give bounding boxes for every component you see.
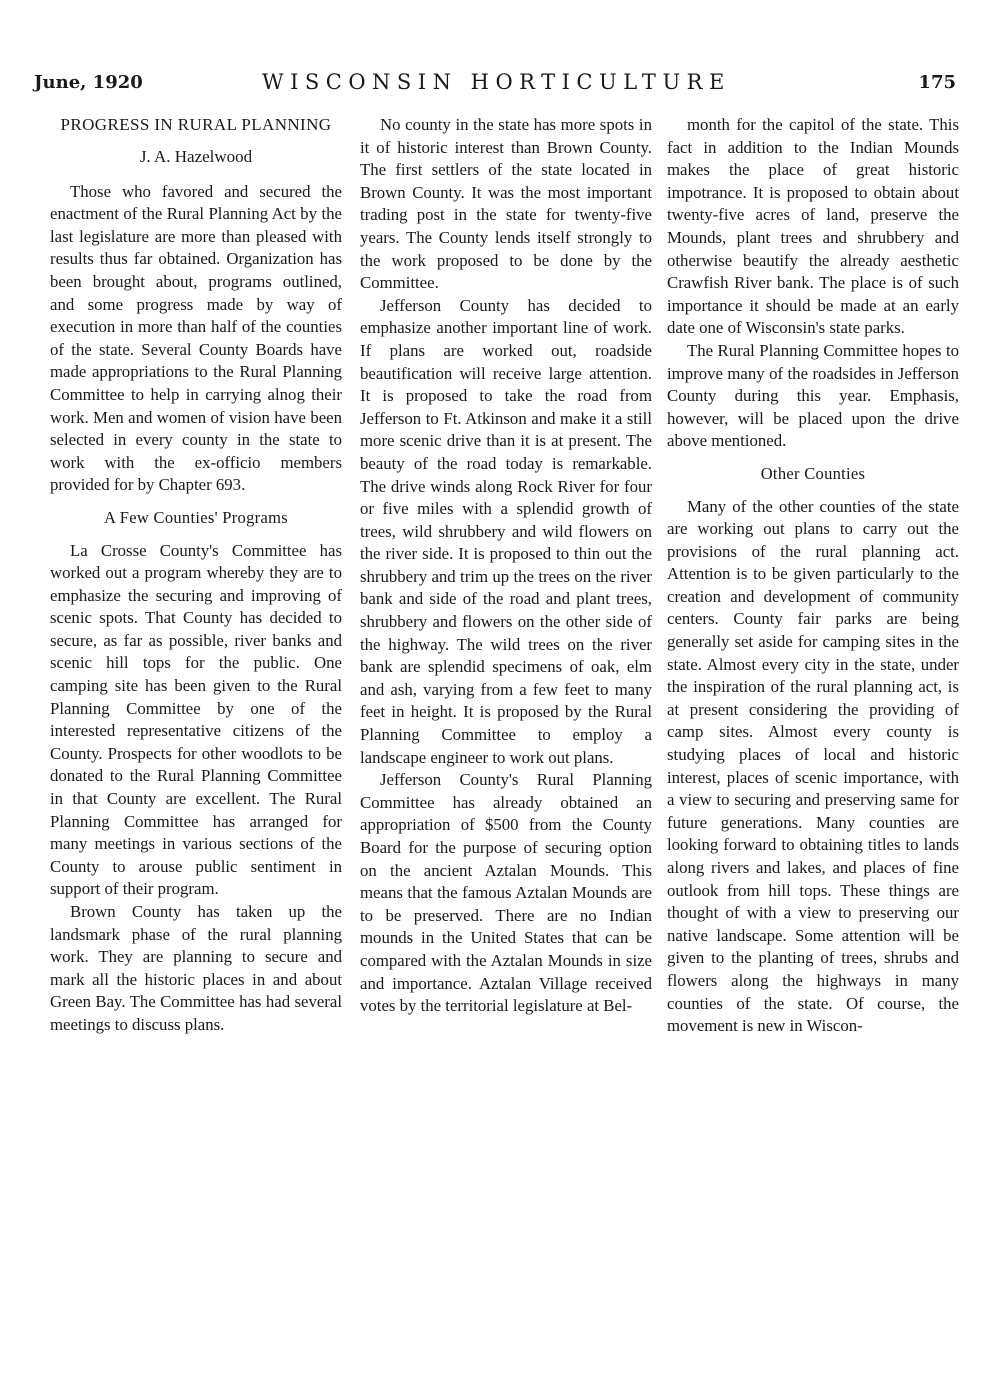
paragraph: Jefferson County's Rural Planning Committee has already obtained an appropriation of $500 from the County Board for the purpose of securing option on the ancient Aztalan Mounds. This means that the famous Aztalan Mounds are to be preserved. There are no Indian mounds in the United States that can be compared with the Aztalan Mounds in size and importance. Aztalan Village received votes by the territorial legislature at Bel-: [360, 770, 652, 1016]
journal-title: WISCONSIN HORTICULTURE: [262, 70, 731, 94]
section-heading: Other Counties: [760, 463, 866, 483]
column-1: [50, 114, 342, 1037]
paragraph: No county in the state has more spots in it of historic interest than Brown County. The first settlers of the state located in Brown County. It was the most important trading post in the state for twenty-five years. The County lends itself strongly to the work proposed to be done by the Committee.: [360, 115, 652, 293]
page-number: 175: [918, 72, 956, 93]
article-title: PROGRESS IN RURAL PLANNING: [60, 115, 332, 134]
paragraph: Those who favored and secured the enactment of the Rural Planning Act by the last legislature are more than pleased with results thus far obtained. Organization has been brought about, programs outlined, and some progress made by way of execution in more than half of the counties of the state. Several County Boards have made appropriations to the Rural Planning Committee to help in carrying alnog their work. Men and women of vision have been selected in every county in the state to work with the ex-officio members provided for by Chapter 693.: [50, 181, 342, 495]
paragraph: month for the capitol of the state. This fact in addition to the Indian Mounds makes the place of great historic impotrance. It is proposed to obtain about twenty-five acres of land, preserve the Mounds, plant trees and shrubbery and otherwise beautify the already aesthetic Crawfish River bank. The place is of such importance it should be made at an early date one of Wisconsin's state parks.: [667, 115, 959, 338]
column-2: [360, 114, 652, 1018]
paragraph: Many of the other counties of the state are working out plans to carry out the provisions of the rural planning act. Attention is to be given particularly to the creation and development of community centers. County fair parks are being generally set aside for camping sites in the state. Almost every city in the state, under the inspiration of the rural planning act, is at present considering the providing of camp sites. Almost every county is studying places of local and historic interest, places of scenic importance, with a view to securing and preserving same for future generations. Many counties are looking forward to obtaining titles to lands along rivers and lakes, and places of fine outlook from hill tops. These things are thought of with a view to preserving our native landscape. Some attention will be given to the planting of trees, shrubs and flowers along the highways in many counties of the state. Of course, the movement is new in Wiscon-: [667, 496, 959, 1036]
article-author: J. A. Hazelwood: [139, 147, 253, 166]
paragraph: The Rural Planning Committee hopes to improve many of the roadsides in Jefferson County during this year. Emphasis, however, will be placed upon the drive above mentioned.: [667, 340, 959, 451]
column-3: [667, 114, 959, 1038]
paragraph: Brown County has taken up the landsmark phase of the rural planning work. They are planning to secure and mark all the historic places in and about Green Bay. The Committee has had several meetings to discuss plans.: [50, 902, 342, 1034]
section-heading: A Few Counties' Programs: [104, 507, 288, 527]
issue-date: June, 1920: [34, 72, 143, 93]
paragraph: La Crosse County's Committee has worked out a program whereby they are to emphasize the securing and improving of scenic spots. That County has decided to secure, as far as possible, river banks and scenic hill tops for the public. One camping site has been given to the Rural Planning Committee by one of the interested representative citizens of the County. Prospects for other woodlots to be donated to the Rural Planning Committee in that County are excellent. The Rural Planning Committee has arranged for many meetings in various sections of the County to arouse public sentiment in support of their program.: [50, 540, 342, 899]
running-header: [34, 72, 954, 102]
paragraph: Jefferson County has decided to emphasize another important line of work. If plans are worked out, roadside beautification will receive large attention. It is proposed to take the road from Jefferson to Ft. Atkinson and make it a still more scenic drive than it is at present. The beauty of the road today is remarkable. The drive winds along Rock River for four or five miles with a splendid growth of trees, wild shrubbery and wild flowers on the river side. It is proposed to thin out the shrubbery and trim up the trees on the river bank and side of the road and plant trees, shrubbery and flowers on the other side of the highway. The wild trees on the river bank are splendid specimens of oak, elm and ash, varying from a few feet to many feet in height. It is proposed by the Rural Planning Committee to employ a landscape engineer to work out plans.: [360, 295, 652, 767]
